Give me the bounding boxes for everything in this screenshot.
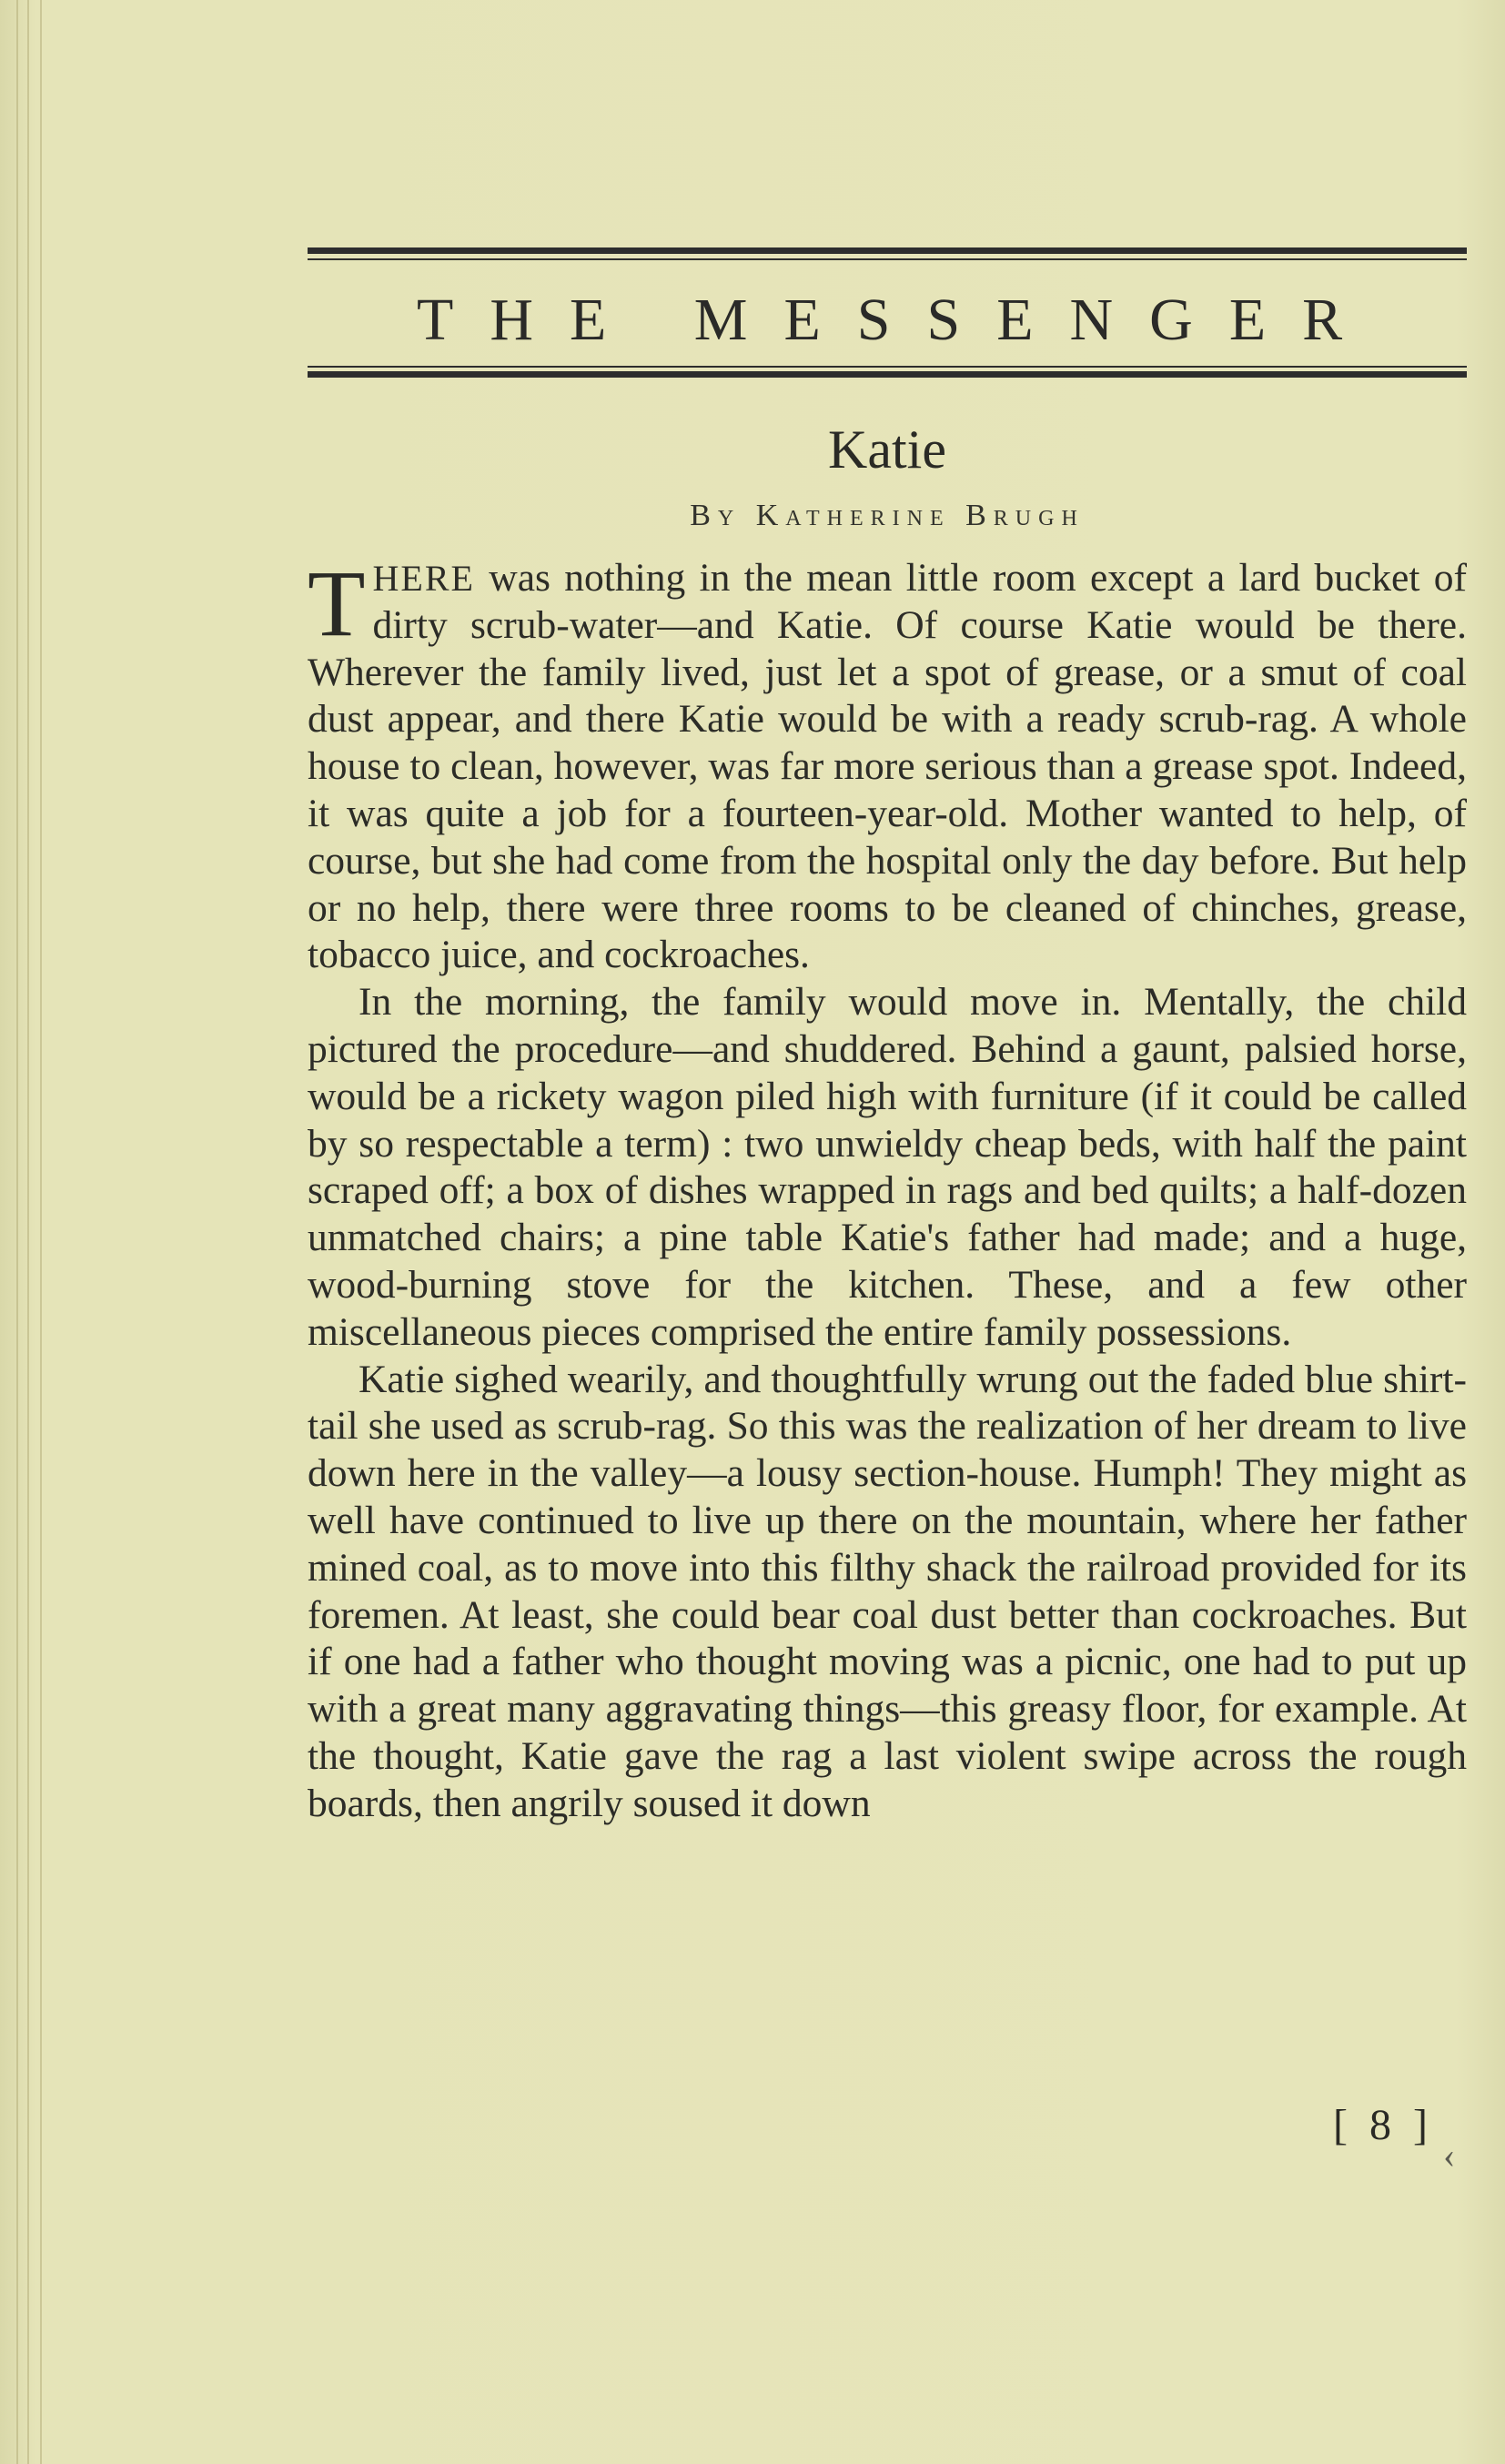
page-number: [ 8 ]: [1333, 2101, 1433, 2149]
article-title: Katie: [828, 419, 946, 480]
article-paragraph: In the morning, the family would move in. Mentally, the child pictured the procedure—and shuddered. Behind a gaunt, palsied horse, would be a rickety wagon piled high with furniture (if it could be called by so respectable a term) : two unwieldy cheap beds, with half the paint scraped off; a box of dishes wrapped in rags and bed quilts; a half-dozen unmatched chairs; a pine table Katie's father had made; and a huge, wood-burning stove for the kitchen. These, and a few other miscellaneous pieces comprised the entire family possessions.: [308, 980, 1467, 1354]
page-edge-line: [16, 0, 18, 2464]
masthead-top-rule-thick: [308, 247, 1467, 254]
masthead-bottom-rule-thin: [308, 366, 1467, 368]
article-byline: By Katherine Brugh: [690, 499, 1085, 532]
page-edge-line: [40, 0, 42, 2464]
page-corner-mark: ‹: [1443, 2135, 1456, 2176]
drop-cap: T: [308, 551, 366, 656]
article-paragraph: [308, 551, 1467, 979]
masthead-title: THE MESSENGER: [417, 287, 1379, 353]
masthead-top-rule-thin: [308, 258, 1467, 260]
lead-caps: HERE: [372, 558, 475, 599]
masthead: [308, 269, 1467, 371]
article-body: [308, 551, 1467, 1828]
page-edge-line: [27, 0, 29, 2464]
article-paragraph: Katie sighed wearily, and thoughtfully wrung out the faded blue shirt-tail she used as scrub-rag. So this was the realization of her dream to live down here in the valley—a lousy section-house. Humph! They might as well have continued to live up there on the mountain, where her father mined coal, as to move into this filthy shack the railroad provided for its foremen. At least, she could bear coal dust better than cockroaches. But if one had a father who thought moving was a picnic, one had to put up with a great many aggravating things—this greasy floor, for example. At the thought, Katie gave the rag a last violent swipe across the rough boards, then angrily soused it down: [308, 1357, 1467, 1825]
masthead-bottom-rule-thick: [308, 371, 1467, 378]
paragraph-text: was nothing in the mean little room except a lard bucket of dirty scrub-water—and Katie. Of course Katie would be there. Wherever the family lived, just let a spot of grease, or a smut of coal dust appear, and there Katie would be with a ready scrub-rag. A whole house to clean, however, was far more serious than a grease spot. Indeed, it was quite a job for a fourteen-year-old. Mother wanted to help, of course, but she had come from the hospital only the day before. But help or no help, there were three rooms to be cleaned of chinches, grease, tobacco juice, and cockroaches.: [308, 556, 1467, 977]
